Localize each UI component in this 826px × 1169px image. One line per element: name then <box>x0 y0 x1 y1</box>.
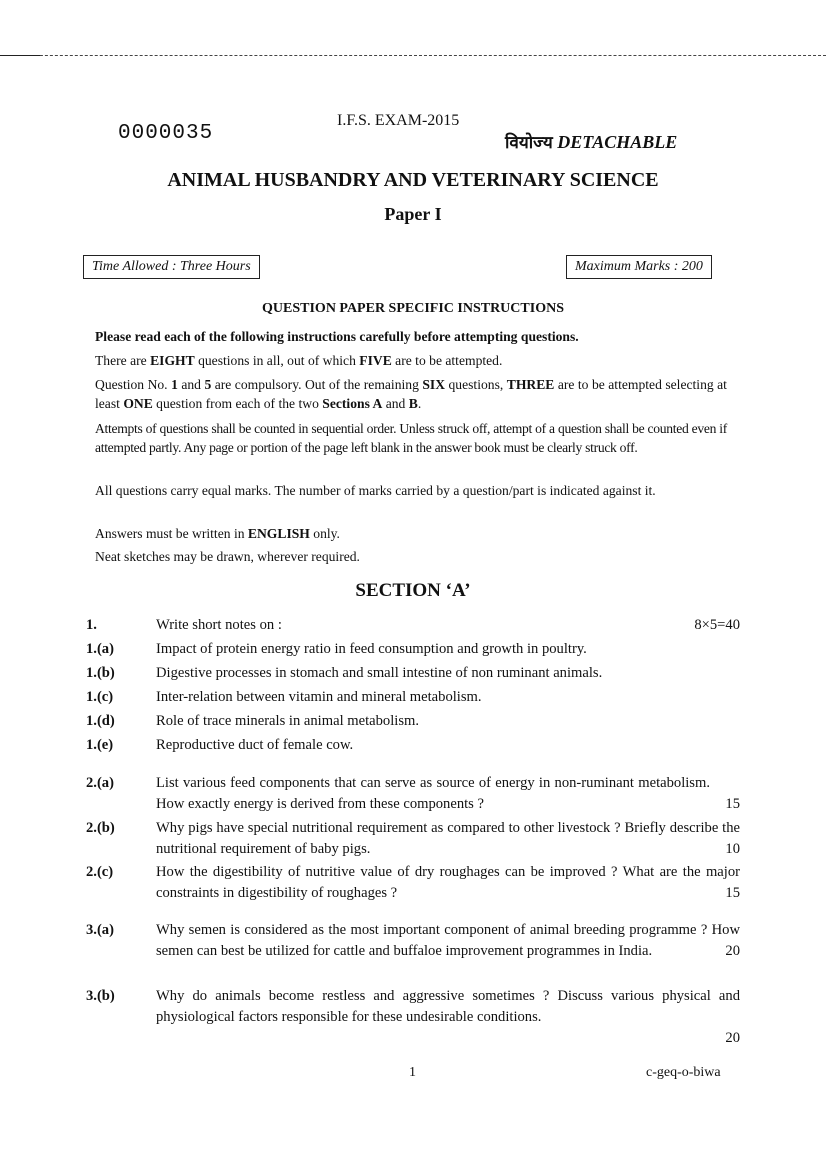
question-2c <box>86 862 740 904</box>
detachable-text: DETACHABLE <box>557 132 678 152</box>
text: Answers must be written in <box>95 526 248 541</box>
text-bold: SIX <box>422 377 446 392</box>
text: . <box>417 396 422 411</box>
text-bold: EIGHT <box>150 353 195 368</box>
question-text: How the digestibility of nutritive value of dry roughages can be improved ? What are the major constraints in digestibility of roughages ? <box>156 864 740 901</box>
question-text: Write short notes on : <box>156 617 282 633</box>
exam-name: I.F.S. EXAM-2015 <box>337 112 460 129</box>
question-text: Impact of protein energy ratio in feed consumption and growth in poultry. <box>156 641 587 657</box>
text: Question No. <box>95 377 172 392</box>
question-1 <box>86 615 740 636</box>
question-number: 3.(a) <box>86 922 114 938</box>
footer-code: c-geq-o-biwa <box>646 1065 721 1080</box>
subject-title: ANIMAL HUSBANDRY AND VETERINARY SCIENCE <box>167 169 659 191</box>
text: are to be attempted selecting at least <box>95 377 727 411</box>
question-text: Why semen is considered as the most important component of animal breeding programme ? How semen can best be utilized for cattle and buffaloe improvement programmes in India. <box>156 922 740 959</box>
question-number: 2.(c) <box>86 864 114 880</box>
question-number: 1.(c) <box>86 689 114 705</box>
question-marks: 20 <box>725 943 740 959</box>
text: are to be attempted. <box>391 353 503 368</box>
question-text: Inter-relation between vitamin and mineral metabolism. <box>156 689 482 705</box>
question-text: Digestive processes in stomach and small intestine of non ruminant animals. <box>156 665 603 681</box>
instructions-heading: QUESTION PAPER SPECIFIC INSTRUCTIONS <box>262 301 564 316</box>
text: There are <box>95 353 151 368</box>
text-bold: ENGLISH <box>247 526 310 541</box>
text-bold: B <box>408 396 418 411</box>
question-marks: 15 <box>725 885 740 901</box>
text-bold: THREE <box>506 377 555 392</box>
question-3a <box>86 920 740 962</box>
question-text: Role of trace minerals in animal metabolism. <box>156 713 420 729</box>
instruction-7: Neat sketches may be drawn, wherever required. <box>95 549 360 564</box>
text-bold: FIVE <box>359 353 392 368</box>
instruction-3 <box>95 375 727 413</box>
text: question from each of the two <box>152 396 323 411</box>
instruction-6 <box>95 524 727 543</box>
text-bold: 1 <box>171 377 178 392</box>
question-number: 1. <box>86 617 97 633</box>
question-text: List various feed components that can serve as source of energy in non-ruminant metabolism. How exactly energy is derived from these components ? <box>156 775 710 812</box>
question-1c <box>86 687 740 708</box>
maximum-marks: Maximum Marks : 200 <box>566 255 712 279</box>
text: are compulsory. Out of the remaining <box>211 377 423 392</box>
question-1d <box>86 711 740 732</box>
question-1e <box>86 735 740 756</box>
question-marks: 8×5=40 <box>694 617 740 633</box>
instruction-1: Please read each of the following instructions carefully before attempting questions. <box>95 329 579 344</box>
text: only. <box>309 526 340 541</box>
page-number: 1 <box>409 1065 416 1080</box>
section-heading: SECTION ‘A’ <box>355 580 471 601</box>
text: questions, <box>445 377 507 392</box>
question-number: 1.(b) <box>86 665 115 681</box>
text-bold: Sections A <box>322 396 383 411</box>
instruction-2 <box>95 351 727 370</box>
question-1a <box>86 639 740 660</box>
question-number: 3.(b) <box>86 988 115 1004</box>
time-allowed: Time Allowed : Three Hours <box>83 255 260 279</box>
question-number: 2.(a) <box>86 775 114 791</box>
question-number: 1.(d) <box>86 713 115 729</box>
question-2b <box>86 818 740 860</box>
text: questions in all, out of which <box>194 353 360 368</box>
detachable-label <box>505 130 677 153</box>
question-text: Why do animals become restless and aggressive sometimes ? Discuss various physical and physiological factors responsible for these undesirable conditions. <box>156 988 740 1025</box>
question-marks: 15 <box>725 796 740 812</box>
question-text: Why pigs have special nutritional requirement as compared to other livestock ? Briefly describe the nutritional requirement of baby pigs. <box>156 820 740 857</box>
top-rule <box>0 55 40 56</box>
text-bold: ONE <box>123 396 153 411</box>
question-number: 1.(a) <box>86 641 114 657</box>
question-number: 1.(e) <box>86 737 114 753</box>
question-number: 2.(b) <box>86 820 115 836</box>
text: and <box>382 396 409 411</box>
question-marks: 10 <box>725 841 740 857</box>
paper-number: Paper I <box>384 204 442 224</box>
hindi-label: वियोज्य <box>505 133 553 153</box>
question-2a <box>86 773 740 815</box>
question-text: Reproductive duct of female cow. <box>156 737 354 753</box>
question-3b <box>86 986 740 1049</box>
text-bold: 5 <box>204 377 212 392</box>
text: and <box>177 377 205 392</box>
paper-code: 0000035 <box>118 122 214 145</box>
instruction-4: Attempts of questions shall be counted in sequential order. Unless struck off, attempt of a question shall be counted even if attempted partly. Any page or portion of the page left blank in the answer book must be clearly struck off. <box>95 421 727 455</box>
question-1b <box>86 663 740 684</box>
instruction-5: All questions carry equal marks. The number of marks carried by a question/part is indicated against it. <box>95 483 656 498</box>
top-dashed-rule <box>0 55 826 56</box>
question-marks: 20 <box>725 1030 740 1046</box>
